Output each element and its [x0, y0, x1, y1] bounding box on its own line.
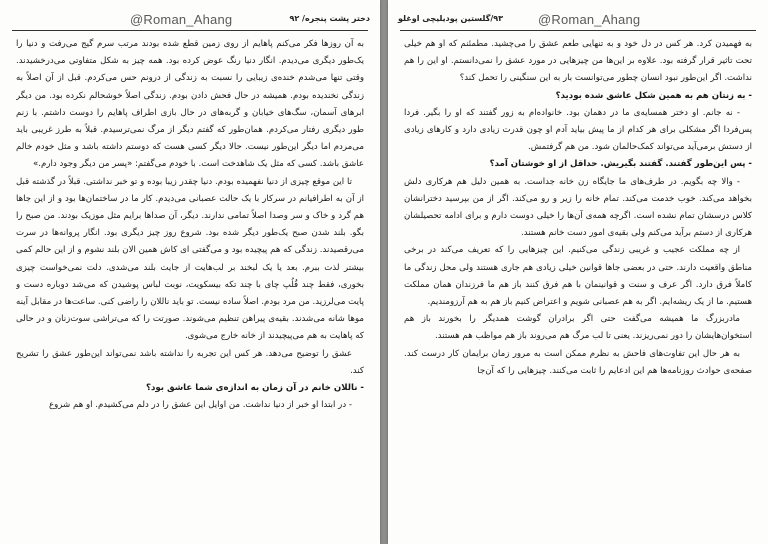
- paragraph: تا این موقع چیزی از دنیا نفهمیده بودم. دنیا چقدر زیبا بوده و تو خبر نداشتی. قبلاً در گذشته قبل از آن به اطرافیانم در سرکار با یک حالت عصبانی می‌دیدم. کار ما در ساختمان‌ها بود و از این جاها هم گرد و خاک و سر وصدا اصلاً تمامی ندارند. دیگر، آن صداها برایم مثل موزیک بودند. من صبح را بگو. بلند شدن صبح یک‌طور دیگر شده بود. شروع روز چیز دیگری بود. انگار پروانه‌ها در سرت می‌رقصیدند. زندگی که هم پیچیده بود و می‌گفتی ای کاش همین الان بلند نشوم و از این حالم کمی بیشتر لذت ببرم. بعد یا یک لبخند بر لب‌هایت از جایت بلند می‌شدی. دلت نمی‌خواست چیزی بخوری، فقط چند قُلُپ چای با چند تکه بیسکویت، نوبت لباس پوشیدن که می‌شد دوباره دست و پایت می‌لرزید. من مرد بودم. اصلاً ساده نیست. تو باید ناللان را راضی کنی. ساعت‌ها در مقابل آینه موها شانه می‌شدند. بقیه‌ی پیراهن تنظیم می‌شوند. صورتت را که می‌تراشی سوت‌زنان و در حالی که پاهایت به هم می‌پیچیدند از خانه خارج می‌شوی.: [16, 176, 364, 342]
- page-body: [404, 36, 752, 538]
- paragraph: - پس این‌طور گفتند. گفتند بگیریش. حداقل از او خوشتان آمد؟: [489, 159, 752, 170]
- header-rule: [12, 30, 368, 31]
- left-page: [0, 0, 380, 544]
- paragraph: از چه مملکت عجیب و غریبی زندگی می‌کنیم. این چیزهایی را که تعریف می‌کند در برخی مناطق واقعیت دارند. حتی در بعضی جاها قوانین خیلی زیادی هم جاری هستند ولی محل زندگی ما کاملاً فرق دارد. اگر عرف و سنت و قوانینمان با هم فرق کنند باز هم ما فرزندان همان مملکت هستیم. ما از یک ریشه‌ایم. اگر به هم عصبانی شویم و اعتراض کنیم باز هم به هم آرزومندیم.: [404, 245, 752, 308]
- paragraph: - ناللان خانم در آن زمان به اندازه‌ی شما عاشق بود؟: [145, 383, 364, 394]
- running-head: دختر پشت پنجره/ ۹۲: [289, 14, 370, 23]
- paragraph: - نه جانم. او دختر همسایه‌ی ما در دهمان بود. خانواده‌ام به زور گفتند که او را بگیر. فردا پس‌فردا اگر مشکلی برای هر کدام از ما پیش بیاید آدم او چون قدرت زیادی دارد و کارهای زیادی از دستش برمی‌آید می‌تواند کمک‌حالمان شود. من هم گرفتمش.: [404, 107, 752, 153]
- paragraph: عشق را توضیح می‌دهد. هر کس این تجربه را نداشته باشد نمی‌تواند این‌طور عشق را تشریح کند.: [16, 348, 364, 376]
- paragraph: مادربزرگ ما همیشه می‌گفت حتی اگر برادران گوشت همدیگر را بخورند باز هم استخوان‌هایشان را دور نمی‌ریزند. یعنی تا لب مرگ هم می‌روند باز هم مواظب هم هستند.: [404, 314, 752, 342]
- right-page: [388, 0, 768, 544]
- paragraph: - در ابتدا او خبر از دنیا نداشت. من اوایل این عشق را در دلم می‌کشیدم. او هم شروع: [49, 400, 352, 411]
- header-rule: [400, 30, 756, 31]
- paragraph: - والا چه بگویم. در طرف‌های ما جایگاه زن خانه جداست. به همین دلیل هم هرکاری دلش بخواهد می‌کند. خوب خدمت می‌کند. تمام خانه را زیر و رو می‌کند. اگر از من بپرسید دخترانشان کلاس درسشان تمام نشده است. اگرچه همه‌ی آن‌ها را خیلی دوست دارم و برای ادامه تحصیلشان هرکاری از دستم برآید می‌کنم ولی بقیه‌ی امور دست خانم هستند.: [404, 176, 752, 239]
- watermark: @Roman_Ahang: [538, 12, 641, 27]
- paragraph: به هر حال این تفاوت‌های فاحش به نظرم ممکن است به مرور زمان برایمان کار درست کند. صفحه‌ی حوادث روزنامه‌ها هم این ادعایم را ثابت می‌کنند. چیزهایی را که آن‌جا: [404, 348, 752, 376]
- paragraph: - به زنتان هم به همین شکل عاشق شده بودید؟: [555, 90, 752, 101]
- paragraph: به آن روزها فکر می‌کنم پاهایم از روی زمین قطع شده بودند مرتب سرم گیج می‌رفت و دنیا را یک‌طور دیگری می‌دیدم. انگار دنیا رنگ عوض کرده بود. همه چیز به شکل متفاوتی می‌درخشیدند. وقتی تنها می‌شدم خنده‌ی زیبایی را نسبت به زندگی از درونم حس می‌کردم. قبل از آن اصلاً به زندگی نخندیده بودم. همیشه در حال فحش دادن بودم. زندگی اصلاً خوشحالم نکرده بود. من دیگر ابرهای آسمان، سگ‌های خیابان و گربه‌های در حال بازی اطراف پاهایم را دوست داشتم. با زنم طور دیگری رفتار می‌کردم. همان‌طور که گفتم دیگر از مرگ نمی‌ترسیدم. قبلاً به طرز غریبی باید می‌مردم اما دیگر این‌طور نیست. حالا دیگر کسی هست که دوستم داشته باشد و مثل خودم خالم عاشق باشد. کسی که مثل یک شاهدخت است. با خودم می‌گفتم: «پسر من دیگر وجود دارم.»: [16, 39, 364, 170]
- watermark: @Roman_Ahang: [130, 12, 233, 27]
- paragraph: به فهمیدن کرد. هر کس در دل خود و به تنهایی طعم عشق را می‌چشید. مطمئنم که او هم خیلی تحت تاثیر قرار گرفته بود. علاوه بر این‌ها من چیزهایی در مورد عشق را نمی‌دانستم. او این را هم نداشت. اگر این‌طور نبود انسان چطور می‌توانست بار به این سنگینی را تحمل کند؟: [404, 39, 752, 84]
- page-body: [16, 36, 364, 538]
- running-head: ۹۳/گلستین پودیلیچی اوغلو: [398, 14, 504, 23]
